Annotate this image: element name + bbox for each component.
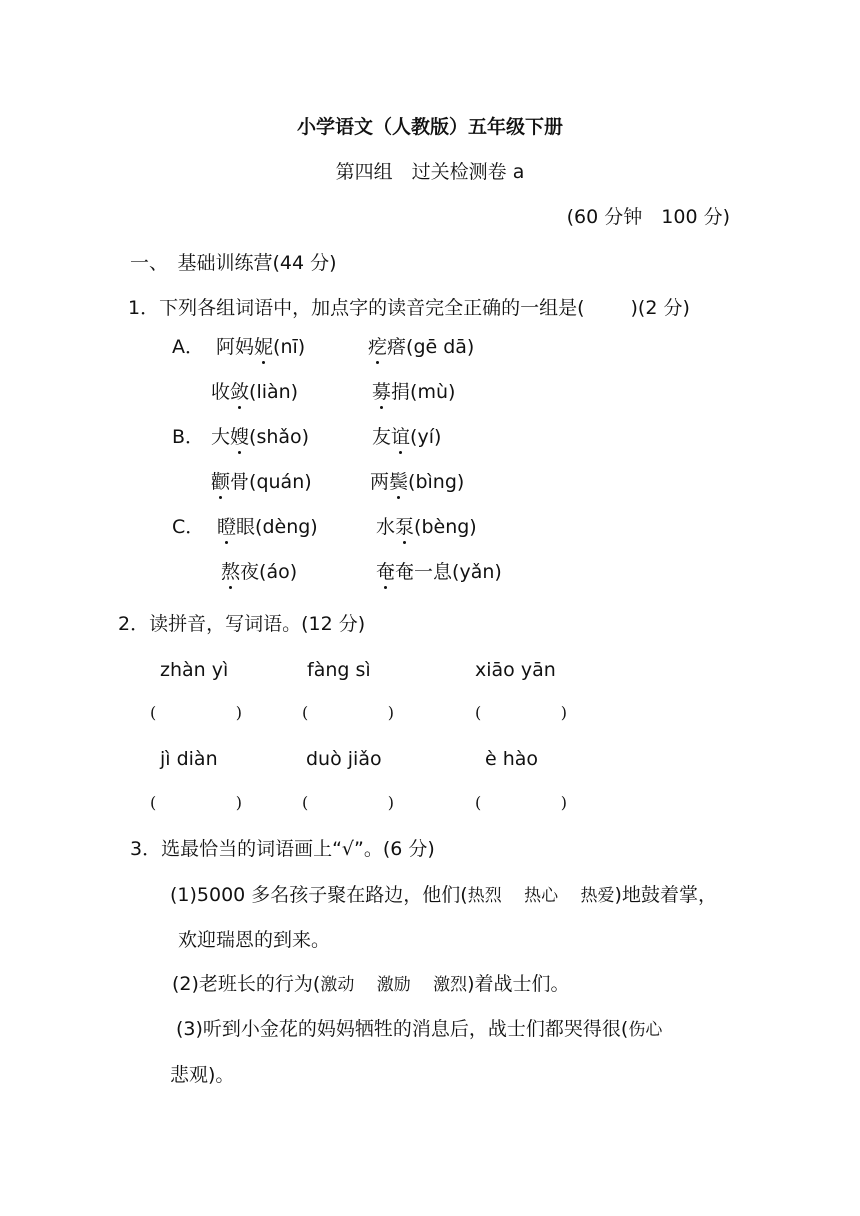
- word-item: 奄奄一息(yǎn): [376, 561, 502, 583]
- question-3-stem: 3．选最恰当的词语画上“√”。(6 分): [130, 838, 435, 860]
- question-1-text: 1．下列各组词语中，加点字的读音完全正确的一组是(: [128, 297, 585, 319]
- word-choices[interactable]: 伤心: [628, 1020, 663, 1040]
- option-a-label: A．: [172, 336, 204, 358]
- pinyin: (yǎn): [452, 561, 502, 583]
- pinyin-prompt: xiāo yān: [475, 659, 556, 681]
- pinyin-prompt: zhàn yì: [160, 659, 229, 681]
- option-b-label: B．: [172, 426, 205, 448]
- word-item: 疙瘩(gē dā): [368, 336, 475, 358]
- dotted-char: 敛: [230, 381, 250, 403]
- answer-box[interactable]: ( ): [302, 703, 394, 722]
- question-1-stem: [128, 297, 690, 320]
- dotted-char: 鬓: [389, 471, 409, 493]
- dotted-char: 妮: [254, 336, 274, 358]
- word-item: 瞪眼(dèng): [217, 516, 318, 538]
- sentence-1-continued: 欢迎瑞恩的到来。: [178, 929, 331, 951]
- word-choices[interactable]: 激动 激励 激烈: [320, 975, 468, 995]
- time-score: (60 分钟 100 分): [566, 206, 730, 228]
- option-c-label: C．: [172, 516, 205, 538]
- word-item: 熬夜(áo): [221, 561, 298, 583]
- sentence-2: (2)老班长的行为(激动 激励 激烈)着战士们。: [172, 973, 570, 995]
- dotted-char: 募: [372, 381, 392, 403]
- pinyin-prompt: jì diàn: [160, 748, 218, 770]
- pinyin: (bìng): [408, 471, 465, 493]
- dotted-char: 泵: [395, 516, 415, 538]
- question-2-stem: 2．读拼音，写词语。(12 分): [118, 613, 366, 635]
- dotted-char: 嫂: [230, 426, 250, 448]
- question-1-score: )(2 分): [630, 297, 690, 319]
- answer-box[interactable]: ( ): [475, 793, 567, 812]
- pinyin: (bèng): [414, 516, 477, 538]
- pinyin: (shǎo): [249, 426, 310, 448]
- pinyin: (áo): [259, 561, 298, 583]
- word-item: 阿妈妮(nī): [216, 336, 306, 358]
- pinyin: (nī): [273, 336, 306, 358]
- word-item: 颧骨(quán): [211, 471, 312, 493]
- pinyin: (dèng): [255, 516, 318, 538]
- page-subtitle: 第四组 过关检测卷 a: [335, 161, 525, 183]
- pinyin-prompt: fàng sì: [307, 659, 371, 681]
- page-title: 小学语文（人教版）五年级下册: [296, 116, 563, 138]
- sentence-3: (3)听到小金花的妈妈牺牲的消息后，战士们都哭得很(伤心: [176, 1018, 663, 1040]
- pinyin: (liàn): [249, 381, 299, 403]
- pinyin-prompt: è hào: [485, 748, 539, 770]
- dotted-char: 瞪: [217, 516, 237, 538]
- sentence-1: (1)5000 多名孩子聚在路边，他们(热烈 热心 热爱)地鼓着掌，: [170, 884, 717, 906]
- word-item: 大嫂(shǎo): [211, 426, 310, 448]
- word-item: 两鬓(bìng): [370, 471, 465, 493]
- dotted-char: 疙: [368, 336, 388, 358]
- word-item: 募捐(mù): [372, 381, 456, 403]
- pinyin: (quán): [249, 471, 312, 493]
- dotted-char: 奄: [376, 561, 396, 583]
- pinyin: (mù): [410, 381, 456, 403]
- dotted-char: 颧: [211, 471, 231, 493]
- word-item: 收敛(liàn): [211, 381, 299, 403]
- sentence-3-continued: 悲观)。: [170, 1064, 235, 1086]
- pinyin-prompt: duò jiǎo: [306, 748, 382, 770]
- dotted-char: 熬: [221, 561, 241, 583]
- word-item: 水泵(bèng): [376, 516, 477, 538]
- answer-box[interactable]: ( ): [475, 703, 567, 722]
- word-item: 友谊(yí): [372, 426, 442, 448]
- answer-box[interactable]: ( ): [150, 793, 242, 812]
- pinyin: (gē dā): [406, 336, 475, 358]
- dotted-char: 谊: [391, 426, 411, 448]
- section-heading: 一、 基础训练营(44 分): [130, 252, 337, 274]
- answer-box[interactable]: ( ): [150, 703, 242, 722]
- answer-box[interactable]: ( ): [302, 793, 394, 812]
- word-choices[interactable]: 热烈 热心 热爱: [467, 886, 615, 906]
- pinyin: (yí): [410, 426, 442, 448]
